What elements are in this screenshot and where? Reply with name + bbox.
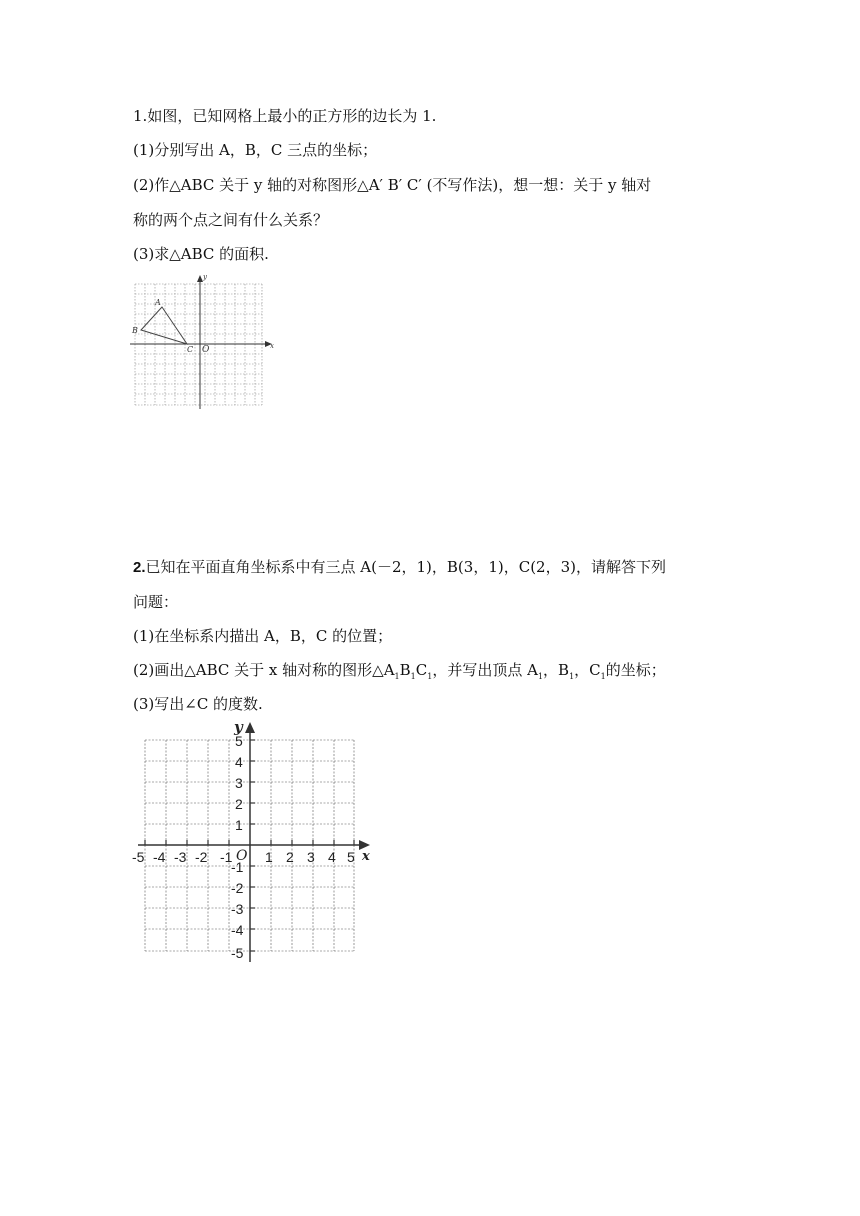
q2-part2-c: C [415,661,428,679]
q2-y-tick-label: -1 [231,859,244,875]
q1-median-line [141,330,187,344]
q1-x-label: x [270,342,274,350]
q1-part3: (3)求△ABC 的面积. [133,245,269,263]
q1-part2-a: (2)作△ABC 关于 y 轴的对称图形△A′ B′ C′ (不写作法)，想一想：关于 y 轴对 [133,176,652,194]
q1-origin-label: O [202,345,210,355]
q2-figure [128,718,378,963]
q1-stem-line [133,106,436,126]
q2-y-tick-label: 4 [235,754,243,770]
q2-stem-line-a [133,557,666,578]
q2-number: 2. [133,559,146,576]
q2-x-tick-label: 4 [328,849,336,865]
q2-y-tick-label: -5 [231,945,244,961]
q2-sub-b1: 1 [410,672,416,681]
q2-y-arrow-icon [245,722,255,733]
q2-stem-b: 问题： [133,593,179,611]
q2-stem-a: 已知在平面直角坐标系中有三点 A(－2，1)，B(3，1)，C(2，3)，请解答下列 [145,558,666,576]
q2-x-tick-label: -2 [195,849,208,865]
q2-part2-pre: (2)画出△ABC 关于 x 轴对称的图形△A [133,661,395,679]
q1-y-label: y [203,273,207,281]
q2-sub-b1b: 1 [569,672,575,681]
q1-label-c: C [187,345,194,354]
q2-sub-c1b: 1 [600,672,606,681]
q2-part3: (3)写出∠C 的度数. [133,695,263,713]
q2-part2-b1: ，B [543,661,570,679]
q1-stem: 如图，已知网格上最小的正方形的边长为 1. [147,107,437,125]
q1-label-a: A [155,298,161,307]
q2-part1: (1)在坐标系内描出 A，B，C 的位置； [133,627,393,645]
q2-x-tick-label: -3 [174,849,187,865]
q2-y-tick-label: 1 [235,817,243,833]
q2-y-tick-label: -2 [231,880,244,896]
q2-origin-label: O [236,848,248,864]
q2-x-tick-label: 1 [265,849,273,865]
q1-part2-b: 称的两个点之间有什么关系？ [133,211,329,229]
q2-x-tick-label: 2 [286,849,294,865]
q2-x-tick-label: -5 [132,849,145,865]
q2-part2-end: 的坐标； [605,661,666,679]
q2-sub-c1: 1 [427,672,433,681]
q2-part2-b: B [399,661,411,679]
q2-x-tick-label: 5 [347,849,355,865]
q1-figure [128,272,278,412]
q1-number: 1. [133,107,148,125]
q2-y-tick-label: 5 [235,733,243,749]
q2-x-label: x [362,849,370,864]
q2-x-tick-label: 3 [307,849,315,865]
q1-label-b: B [132,326,138,335]
q2-y-label: y [234,718,243,736]
q2-sub-a1b: 1 [537,672,544,681]
q2-part2-post: ，并写出顶点 A [432,661,538,679]
q2-y-tick-label: -4 [231,922,244,938]
q2-x-tick-label: -4 [153,849,166,865]
q2-y-tick-label: 2 [235,796,243,812]
q2-part2 [133,660,666,687]
q2-part2-c1: ，C [574,661,601,679]
q1-triangle-abc [141,307,187,344]
q2-y-tick-label: -3 [231,901,244,917]
q2-sub-a1: 1 [394,672,400,681]
q1-part1: (1)分别写出 A，B，C 三点的坐标； [133,141,378,159]
q2-y-tick-label: 3 [235,775,243,791]
q2-x-tick-label: -1 [220,849,233,865]
